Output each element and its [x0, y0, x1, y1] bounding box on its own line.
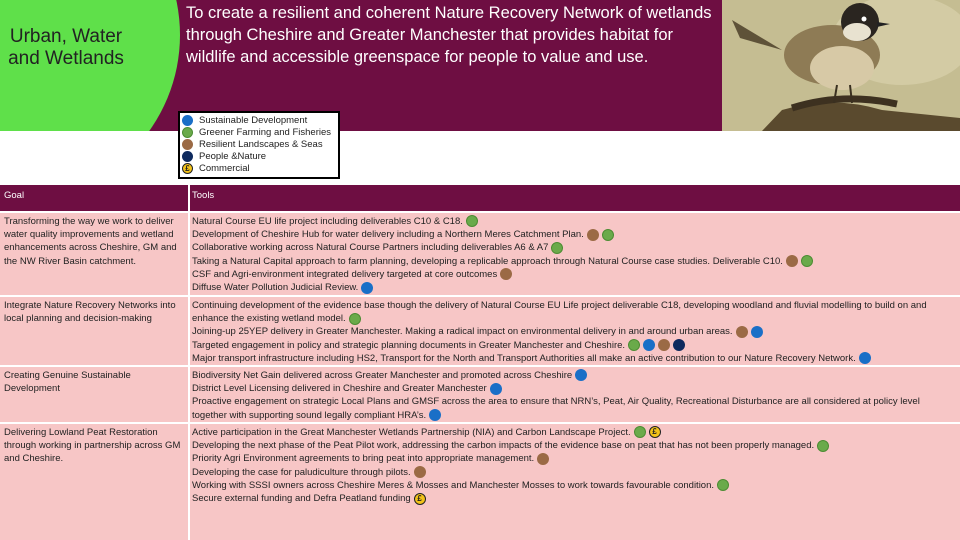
tool-line — [192, 215, 956, 228]
tools-cell — [192, 215, 956, 294]
green-circle-icon — [182, 127, 193, 138]
tool-line — [192, 339, 956, 352]
tools-column-header: Tools — [192, 190, 215, 201]
green-circle-icon — [717, 479, 729, 491]
tool-line — [192, 426, 956, 439]
tool-line — [192, 395, 956, 421]
goal-cell: Creating Genuine Sustainable Development — [4, 370, 131, 395]
tool-line — [192, 466, 956, 479]
brown-circle-icon — [736, 326, 748, 338]
tool-line — [192, 439, 956, 452]
tool-line — [192, 268, 956, 281]
tool-line — [192, 352, 956, 365]
green-circle-icon — [551, 242, 563, 254]
tool-line — [192, 325, 956, 338]
tool-text: Major transport infrastructure including HS2, Transport for the North and Transport Authorities all make an active contribution to our Nature Recovery Network. — [192, 352, 856, 364]
table-header-row — [0, 183, 960, 211]
tool-text: Development of Cheshire Hub for water delivery including a Northern Meres Catchment Plan. — [192, 229, 584, 241]
brown-circle-icon — [587, 229, 599, 241]
tool-text: Taking a Natural Capital approach to farm planning, developing a replicable approach through Natural Course case studies. Deliverable C10. — [192, 255, 783, 267]
table-row — [0, 365, 960, 422]
table-row — [0, 295, 960, 365]
tool-text: Targeted engagement in policy and strategic planning documents in Greater Manchester and Cheshire. — [192, 339, 626, 351]
brown-circle-icon — [537, 453, 549, 465]
tool-line — [192, 452, 956, 465]
tool-line — [192, 255, 956, 268]
blue-circle-icon — [643, 339, 655, 351]
tool-line — [192, 281, 956, 294]
tool-text: Priority Agri Environment agreements to bring peat into appropriate management. — [192, 453, 535, 465]
tool-line — [192, 492, 956, 505]
legend-box: Sustainable Development Greener Farming and Fisheries Resilient Landscapes & Seas People &Nature £ Commercial — [178, 111, 340, 179]
tool-text: Secure external funding and Defra Peatland funding — [192, 493, 411, 505]
green-circle-icon — [349, 313, 361, 325]
pound-coin-icon: £ — [414, 493, 426, 505]
green-circle-icon — [628, 339, 640, 351]
tools-cell — [192, 299, 956, 365]
brown-circle-icon — [658, 339, 670, 351]
tool-line — [192, 299, 956, 325]
blue-circle-icon — [182, 115, 193, 126]
blue-circle-icon — [751, 326, 763, 338]
brown-circle-icon — [500, 268, 512, 280]
blue-circle-icon — [361, 282, 373, 294]
navy-circle-icon — [673, 339, 685, 351]
tool-text: Working with SSSI owners across Cheshire Meres & Mosses and Manchester Mosses to work towards favourable condition. — [192, 479, 715, 491]
tools-cell — [192, 426, 956, 505]
tool-line — [192, 369, 956, 382]
green-circle-icon — [817, 440, 829, 452]
tool-line — [192, 382, 956, 395]
tool-text: Natural Course EU life project including deliverables C10 & C18. — [192, 216, 463, 227]
tool-text: Biodiversity Net Gain delivered across Greater Manchester and promoted across Cheshire — [192, 370, 573, 381]
table-row — [0, 211, 960, 295]
tool-text: Collaborative working across Natural Course Partners including deliverables A6 & A7 — [192, 242, 549, 254]
tool-text: Developing the case for paludiculture through pilots. — [192, 466, 411, 478]
bird-photo — [722, 0, 960, 131]
tool-text: Joining-up 25YEP delivery in Greater Manchester. Making a radical impact on environmental delivery in and around urban areas. — [192, 326, 733, 338]
tool-text: Diffuse Water Pollution Judicial Review. — [192, 282, 359, 294]
tool-text: District Level Licensing delivered in Cheshire and Greater Manchester — [192, 383, 487, 395]
pound-coin-icon: £ — [182, 163, 193, 174]
green-circle-icon — [602, 229, 614, 241]
tool-text: Proactive engagement on strategic Local Plans and GMSF across the area to ensure that NRN’s, Peat, Air Quality, Recreational Disturbance are all considered at policy level together with supporting sound legally compliant HRA’s. — [192, 396, 920, 421]
goal-cell: Integrate Nature Recovery Networks into local planning and decision-making — [4, 300, 176, 325]
navy-circle-icon — [182, 151, 193, 162]
blue-circle-icon — [490, 383, 502, 395]
tool-text: Developing the next phase of the Peat Pilot work, addressing the carbon impacts of the evidence base on peat that has not been properly managed. — [192, 440, 815, 452]
tool-line — [192, 241, 956, 254]
green-circle-icon — [634, 426, 646, 438]
tool-line — [192, 228, 956, 241]
brown-circle-icon — [182, 139, 193, 150]
page-title: Urban, Water and Wetlands — [8, 26, 124, 69]
tools-cell — [192, 369, 956, 422]
green-circle-icon — [466, 215, 478, 227]
brown-circle-icon — [414, 466, 426, 478]
pound-coin-icon: £ — [649, 426, 661, 438]
blue-circle-icon — [859, 352, 871, 364]
blue-circle-icon — [575, 369, 587, 381]
header-banner — [0, 0, 960, 131]
mission-statement: To create a resilient and coherent Nature Recovery Network of wetlands through Cheshire and Greater Manchester that provides habitat for wildlife and accessible greenspace for people to value and use. — [186, 4, 712, 66]
tool-text: Continuing development of the evidence base though the delivery of Natural Course EU Life project deliverable C18, developing woodland and fluvial modelling to build on and enhance the existing wetland model. — [192, 300, 927, 325]
goal-cell: Delivering Lowland Peat Restoration through working in partnership across GM and Cheshire. — [4, 427, 181, 465]
tool-text: CSF and Agri-environment integrated delivery targeted at core outcomes — [192, 268, 498, 280]
brown-circle-icon — [786, 255, 798, 267]
blue-circle-icon — [429, 409, 441, 421]
tool-line — [192, 479, 956, 492]
bird-illustration — [722, 0, 960, 131]
goal-column-header: Goal — [4, 190, 25, 201]
goal-cell: Transforming the way we work to deliver water quality improvements and wetland enhancements across Cheshire, GM and the NW River Basin catchment. — [4, 216, 177, 267]
table-row — [0, 422, 960, 540]
tool-text: Active participation in the Great Manchester Wetlands Partnership (NIA) and Carbon Landscape Project. — [192, 427, 631, 438]
green-circle-icon — [801, 255, 813, 267]
